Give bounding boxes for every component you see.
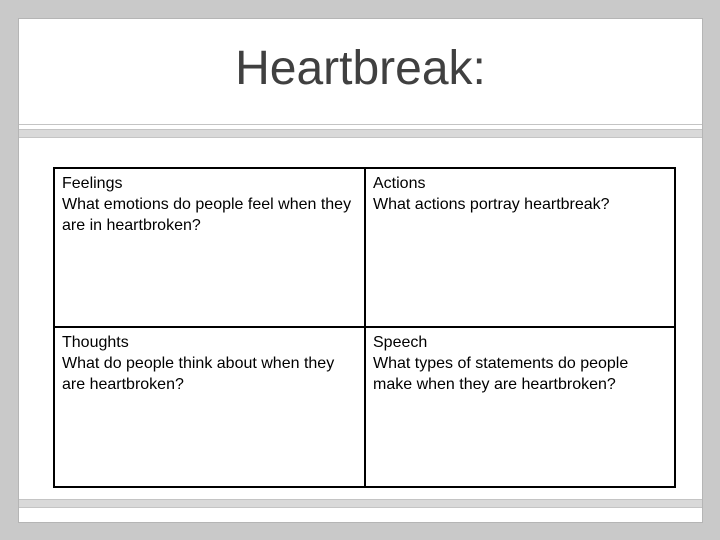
cell-heading: Thoughts [62, 334, 129, 351]
table-cell-thoughts[interactable] [55, 328, 366, 486]
cell-heading: Actions [373, 175, 426, 192]
table-cell-actions[interactable] [366, 169, 676, 328]
bottom-accent-band [19, 499, 702, 508]
cell-question: What actions portray heartbreak? [373, 196, 610, 213]
slide-title[interactable]: Heartbreak: [235, 42, 486, 95]
cell-question: What do people think about when they are heartbroken? [62, 355, 335, 393]
title-area [19, 19, 702, 124]
cell-question: What types of statements do people make when they are heartbroken? [373, 355, 629, 393]
cell-heading: Feelings [62, 175, 123, 192]
table-cell-speech[interactable] [366, 328, 676, 486]
cell-question: What emotions do people feel when they are in heartbroken? [62, 196, 352, 234]
cell-heading: Speech [373, 334, 428, 351]
title-divider [19, 124, 702, 125]
table-cell-feelings[interactable] [55, 169, 366, 328]
top-accent-band [19, 129, 702, 138]
heartbreak-table [53, 167, 676, 488]
